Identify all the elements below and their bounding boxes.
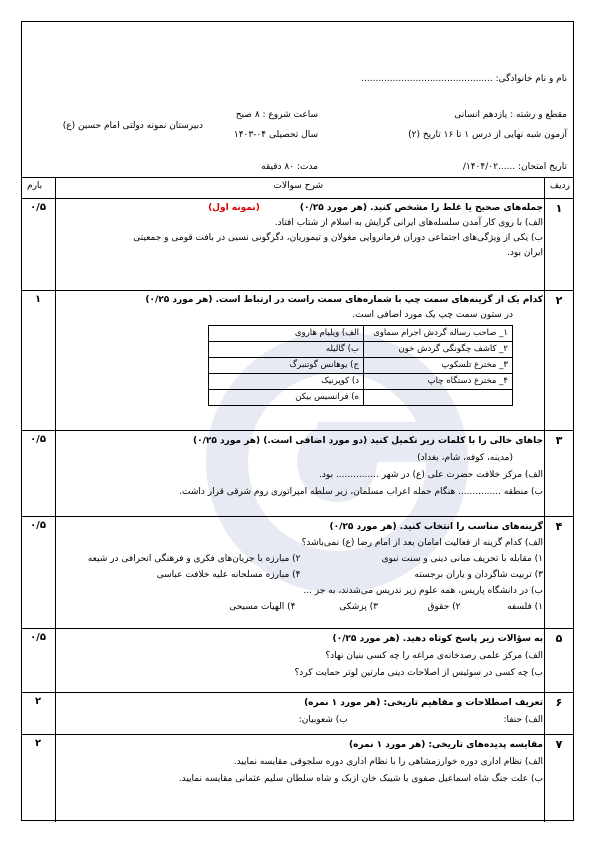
date-label: تاریخ امتحان:	[518, 162, 567, 172]
question-4	[22, 516, 573, 628]
exam-title: آزمون شبه نهایی از درس ۱ تا ۱۶ تاریخ (۲)	[408, 130, 567, 140]
options-row	[213, 599, 543, 615]
table-row	[209, 342, 513, 358]
match-left-item: ج) یوهانس گوتنبرگ	[209, 358, 364, 374]
question-text: الف) کدام گزینه از فعالیت امامان بعد از امام رضا (ع) نمی‌باشد؟	[301, 538, 543, 548]
name-label: نام و نام خانوادگی:	[495, 74, 567, 84]
sample-note: (نمونه اول)	[208, 203, 260, 213]
question-title: به سؤالات زیر پاسخ کوتاه دهید. (هر مورد ۰/۲۵)	[332, 634, 543, 644]
score-header: بارم	[27, 181, 43, 191]
exam-header	[22, 22, 573, 177]
question-7	[22, 734, 573, 822]
question-subtitle: در ستون سمت چپ یک مورد اضافی است.	[352, 310, 513, 320]
statement: الف) مرکز خلافت حضرت علی (ع) در شهر ............... بود.	[319, 470, 543, 480]
question-score: ۰/۵	[30, 202, 46, 213]
table-row	[209, 374, 513, 390]
question-text: الف) مرکز علمی رصدخانه‌ی مراغه را چه کسی بنیان نهاد؟	[325, 651, 543, 661]
question-number: ۵	[555, 632, 563, 645]
match-left-item: ه) فرانسیس بیکن	[209, 390, 364, 406]
statement: الف) با روی کار آمدن سلسله‌های ایرانی گرایش به اسلام از شتاب افتاد.	[274, 218, 543, 228]
name-dots: ..............................................	[361, 74, 493, 84]
grade-label: مقطع و رشته :	[510, 110, 567, 120]
options-row	[58, 551, 543, 567]
option[interactable]: ۴) الهیات مسیحی	[229, 602, 296, 612]
exam-page	[21, 21, 574, 821]
question-title: کدام یک از گزینه‌های سمت چپ با شماره‌های سمت راست در ارتباط است. (هر مورد ۰/۲۵)	[145, 295, 543, 305]
option[interactable]: ۱) مقابله با تحریف مبانی دینی و سنت نبوی	[381, 554, 543, 564]
duration: مدت: ۸۰ دقیقه	[261, 162, 318, 172]
match-left-item: د) کوپرنیک	[209, 374, 364, 390]
question-title: تعریف اصطلاحات و مفاهیم تاریخی: (هر مورد ۱ نمره)	[304, 698, 543, 708]
question-title: جمله‌های صحیح یا غلط را مشخص کنید. (هر مورد ۰/۲۵)	[299, 203, 543, 213]
table-row	[209, 326, 513, 342]
term-b: ب) شعوبیان:	[298, 715, 348, 725]
row-header: ردیف	[549, 181, 570, 191]
question-5	[22, 628, 573, 692]
question-3	[22, 430, 573, 516]
option[interactable]: ۳) پزشکی	[339, 602, 378, 612]
question-1	[22, 198, 573, 290]
question-6	[22, 692, 573, 734]
match-right-item: ۳_ مخترع تلسکوپ	[364, 358, 513, 374]
table-row	[209, 358, 513, 374]
grade-value: یازدهم انسانی	[454, 110, 508, 120]
match-left-item: ب) گالیله	[209, 342, 364, 358]
match-right-item: ۱_ صاحب رساله گردش اجرام سماوی	[364, 326, 513, 342]
school-name: دبیرستان نمونه دولتی امام حسین (ع)	[62, 121, 203, 131]
options-row	[58, 567, 543, 583]
question-score: ۲	[34, 738, 42, 749]
matching-table	[208, 325, 513, 406]
question-text: ب) علت جنگ شاه اسماعیل صفوی با شیبک خان ازبک و شاه سلطان سلیم عثمانی مقایسه نمایید.	[178, 774, 543, 784]
question-number: ۶	[555, 696, 563, 709]
question-title: گزینه‌های مناسب را انتخاب کنید. (هر مورد ۰/۲۵)	[329, 522, 543, 532]
question-score: ۰/۵	[30, 434, 46, 445]
option[interactable]: ۴) مبارزه مسلحانه علیه خلافت عباسی	[156, 570, 301, 580]
question-score: ۰/۵	[30, 632, 46, 643]
question-text: ب) در دانشگاه پاریس، همه علوم زیر تدریس می‌شدند، به جز ...	[303, 586, 543, 596]
statement: ایران بود.	[507, 248, 543, 258]
option[interactable]: ۲) مبارزه با جریان‌های فکری و فرهنگی انحرافی در شیعه	[87, 554, 301, 564]
question-score: ۲	[34, 696, 42, 707]
table-row	[209, 390, 513, 406]
question-2	[22, 290, 573, 430]
match-right-item: ۴_ مخترع دستگاه چاپ	[364, 374, 513, 390]
question-number: ۲	[555, 294, 563, 307]
option[interactable]: ۱) فلسفه	[507, 602, 543, 612]
statement: ب) یکی از ویژگی‌های اجتماعی دوران فرمانروایی مغولان و تیموریان، دگرگونی نسبی در بافت قومی و جمعیتی	[133, 233, 543, 243]
question-title: مقایسه پدیده‌های تاریخی: (هر مورد ۱ نمره)	[349, 740, 543, 750]
academic-year: سال تحصیلی ۰۴-۱۴۰۳	[233, 130, 318, 140]
question-number: ۴	[555, 520, 563, 533]
question-title: جاهای خالی را با کلمات زیر تکمیل کنید (دو مورد اضافی است.) (هر مورد ۰/۲۵)	[192, 436, 543, 446]
term-a: الف) حنفا:	[503, 715, 543, 725]
question-number: ۷	[555, 738, 563, 751]
match-right-item	[364, 390, 513, 406]
option[interactable]: ۳) تربیت شاگردان و یاران برجسته	[414, 570, 543, 580]
desc-header: شرح سوالات	[273, 181, 323, 191]
table-head	[22, 177, 573, 198]
option[interactable]: ۲) حقوق	[427, 602, 461, 612]
start-time: ساعت شروع : ۸ صبح	[235, 110, 318, 120]
statement: ب) منطقه ............... هنگام حمله اعراب مسلمان، زیر سلطه امپراتوری روم شرقی قرار داشت.	[179, 487, 543, 497]
match-right-item: ۲_ کاشف چگونگی گردش خون	[364, 342, 513, 358]
question-number: ۳	[555, 434, 563, 447]
question-number: ۱	[555, 202, 563, 215]
match-left-item: الف) ویلیام هاروی	[209, 326, 364, 342]
word-bank: (مدینه، کوفه، شام، بغداد)	[417, 453, 513, 463]
date-value: ......۱۴۰۴/۰۲/	[462, 162, 516, 172]
question-text: الف) نظام اداری دوره خوارزمشاهی را با نظام اداری دوره سلجوقی مقایسه نمایید.	[233, 757, 543, 767]
question-score: ۱	[34, 294, 42, 305]
question-score: ۰/۵	[30, 520, 46, 531]
question-text: ب) چه کسی در سوئیس از اصلاحات دینی مارتین لوتر حمایت کرد؟	[294, 668, 543, 678]
